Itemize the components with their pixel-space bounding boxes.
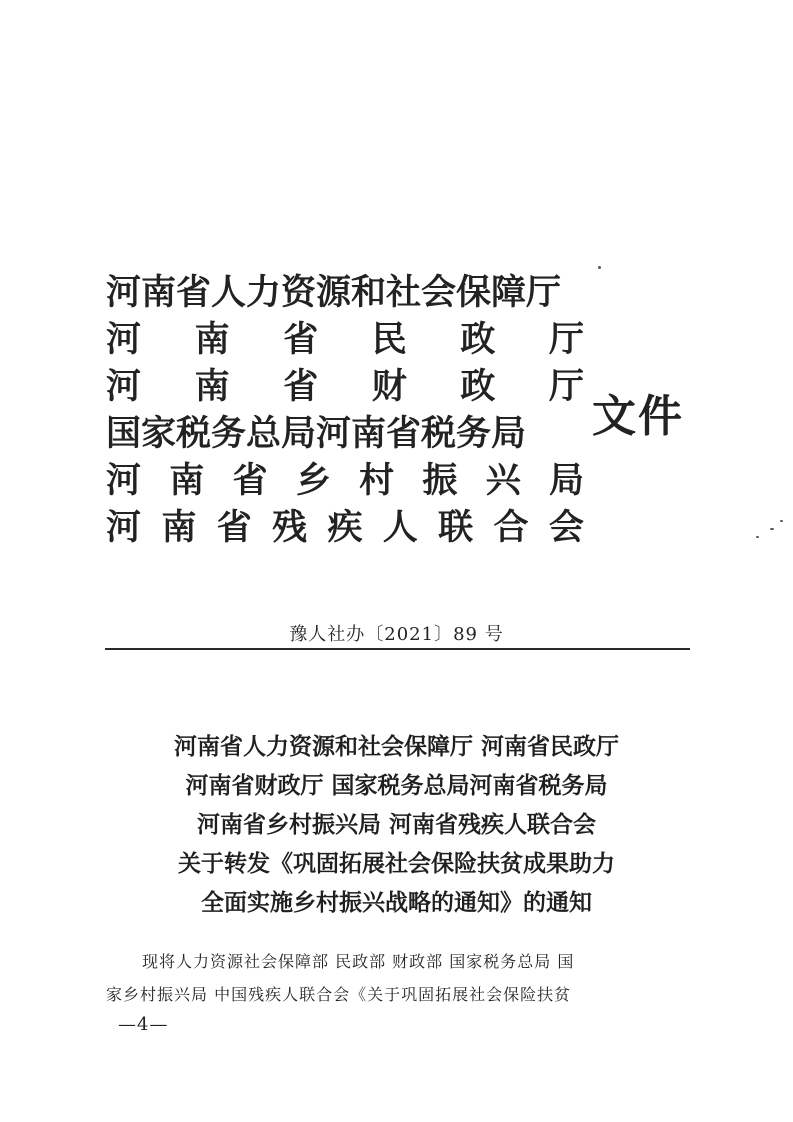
- scan-speck: [756, 536, 759, 538]
- title-line: 关于转发《巩固拓展社会保险扶贫成果助力: [178, 851, 615, 877]
- page-number: —4—: [118, 1014, 169, 1035]
- document-label: 文件: [592, 391, 684, 442]
- scan-speck: [780, 520, 783, 522]
- body-paragraph: [106, 945, 688, 1011]
- organization-name: 河南省人力资源和社会保障厅: [106, 273, 562, 313]
- title-line: 全面实施乡村振兴战略的通知》的通知: [201, 890, 592, 916]
- title-line: 河南省乡村振兴局 河南省残疾人联合会: [196, 812, 596, 838]
- body-line: 现将人力资源社会保障部 民政部 财政部 国家税务总局 国: [142, 952, 575, 971]
- title-line: 河南省人力资源和社会保障厅 河南省民政厅: [173, 734, 619, 760]
- scan-speck: [598, 266, 601, 269]
- issuing-organizations: [106, 270, 584, 552]
- organization-name: 国家税务总局河南省税务局: [106, 414, 527, 454]
- organization-name: 河 南 省 民 政 厅: [106, 320, 584, 360]
- organization-name: 河 南 省 残 疾 人 联 合 会: [106, 508, 584, 548]
- organization-name: 河 南 省 财 政 厅: [106, 367, 584, 407]
- body-line: 家乡村振兴局 中国残疾人联合会《关于巩固拓展社会保险扶贫: [106, 985, 572, 1004]
- document-number: 豫人社办〔2021〕89 号: [289, 624, 504, 645]
- organization-name: 河 南 省 乡 村 振 兴 局: [106, 461, 584, 501]
- header-divider: [105, 648, 690, 650]
- document-title: [80, 728, 713, 923]
- scan-speck: [770, 528, 774, 530]
- title-line: 河南省财政厅 国家税务总局河南省税务局: [185, 773, 608, 799]
